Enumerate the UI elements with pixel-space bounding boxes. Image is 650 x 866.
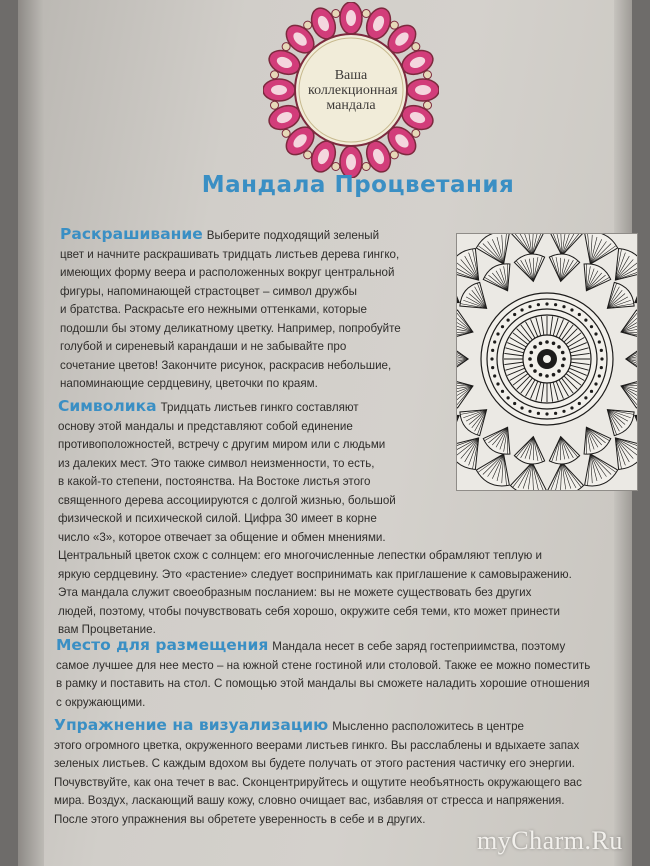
section-line: Мысленно расположитесь в центре (332, 720, 524, 733)
section-line: противоположностей, встречу с другим миром или с людьми (58, 438, 386, 451)
collection-badge (263, 2, 439, 178)
badge-line: мандала (326, 97, 376, 113)
section-line: самое лучшее для нее место – на южной стене гостиной или столовой. Также ее можно поместить (56, 658, 591, 672)
section-line: число «3», которое отвечает за общение и обмен мнениями. (58, 530, 386, 544)
section-line: зеленых листьев. С каждым вдохом вы будете получать от этого растения частичку его энергии. (54, 757, 575, 770)
section-line: людей, поэтому, чтобы почувствовать себя хорошо, окружите себя теми, кто может принести (58, 604, 560, 618)
section-coloring (60, 225, 455, 394)
section-line: физической и психической силой. Цифра 30 имеет в корне (58, 512, 377, 525)
section-line: После этого упражнения вы обретете уверенность в себе и в других. (54, 812, 426, 826)
section-line: из далеких мест. Это также символ неизменности, то есть, (58, 456, 375, 470)
section-line: Эта мандала служит своеобразным посланием: вы не можете существовать без других (58, 586, 532, 599)
section-line: Мандала несет в себе заряд гостеприимства, поэтому (272, 640, 566, 653)
section-line: основу этой мандалы и представляют собой единение (58, 419, 353, 433)
page-title: Мандала Процветания (201, 172, 515, 198)
section-heading: Символика (58, 397, 157, 415)
section-line: подошли бы этому деликатному цветку. Например, попробуйте (60, 321, 401, 335)
section-line: Выберите подходящий зеленый (206, 229, 380, 242)
section-line: в какой-то степени, постоянства. На Востоке листья этого (58, 475, 371, 488)
section-line: Тридцать листьев гинкго составляют (160, 401, 359, 414)
section-line: сочетание цветов! Закончите рисунок, раскрасив небольшие, (60, 358, 392, 372)
section-line: Почувствуйте, как она течет в вас. Сконцентрируйтесь и ощутите необъятность окружающего вас (54, 775, 582, 789)
section-heading: Раскрашивание (60, 225, 203, 243)
badge-line: коллекционная (308, 82, 398, 98)
section-heading: Упражнение на визуализацию (54, 716, 329, 734)
section-line: священного дерева ассоциируются с долгой жизнью, большой (58, 493, 396, 507)
section-line: в рамку и поставить на стол. С помощью этой мандалы вы сможете наладить хорошие отношения (56, 677, 590, 690)
watermark: myCharm.Ru (477, 826, 623, 855)
badge-line: Ваша (334, 67, 368, 83)
section-line: вам Процветание. (58, 623, 156, 636)
section-line: фигуры, напоминающей страстоцвет – символ дружбы (60, 284, 357, 298)
section-visualization (54, 716, 644, 829)
page-gutter-shadow (18, 0, 44, 866)
badge-caption (263, 2, 439, 178)
section-line: напоминающие сердцевину, цветочки по краям. (60, 377, 318, 390)
section-line: Центральный цветок схож с солнцем: его многочисленные лепестки обрамляют теплую и (58, 549, 543, 562)
section-line: имеющих форму веера и расположенных вокруг центральной (60, 266, 395, 279)
section-placement (56, 636, 641, 712)
section-line: голубой и сиреневый карандаши и не забывайте про (60, 340, 347, 353)
book-page (18, 0, 632, 866)
section-symbolism (58, 397, 638, 640)
section-line: цвет и начните раскрашивать тридцать листьев дерева гингко, (60, 247, 400, 261)
section-line: мира. Воздух, ласкающий вашу кожу, словно очищает вас, избавляя от стресса и напряжения. (54, 794, 565, 807)
section-line: и братства. Раскрасьте его нежными оттенками, которые (60, 303, 367, 316)
section-heading: Место для размещения (56, 636, 269, 654)
section-line: с окружающими. (56, 695, 146, 709)
section-line: этого огромного цветка, окруженного веерами листьев гинкго. Вы расслаблены и вдыхаете запах (54, 738, 580, 752)
section-line: яркую сердцевину. Это «растение» следует воспринимать как приглашение к самовыражению. (58, 567, 572, 581)
